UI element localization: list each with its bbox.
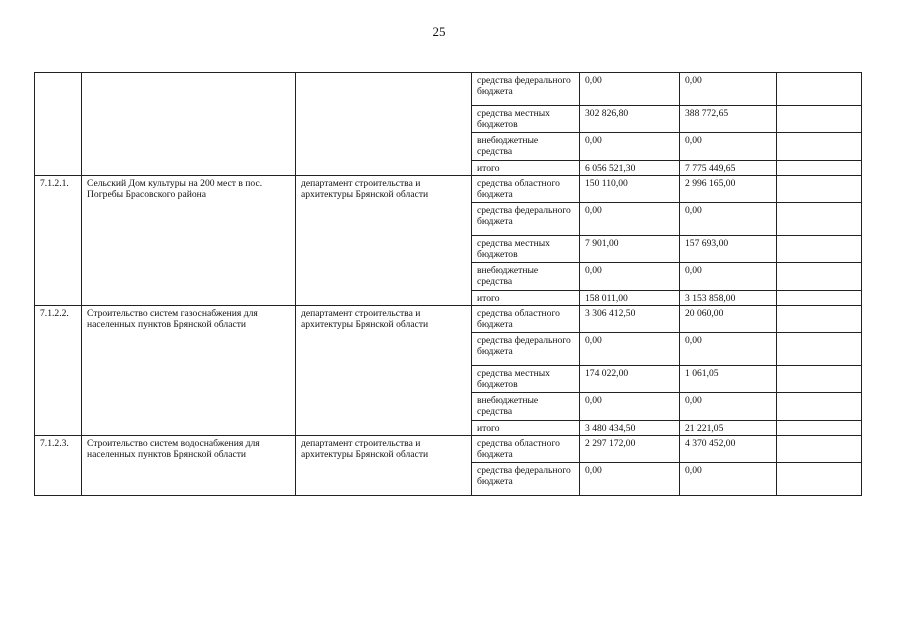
value-cell-1: 0,00 [580, 393, 680, 421]
item-code-cell [35, 73, 82, 176]
funding-source-cell: внебюджетные средства [472, 263, 580, 291]
item-code-cell: 7.1.2.1. [35, 176, 82, 306]
funding-source-cell: внебюджетные средства [472, 393, 580, 421]
value-cell-3 [777, 291, 862, 306]
item-name-cell: Сельский Дом культуры на 200 мест в пос. Погребы Брасовского района [82, 176, 296, 306]
value-cell-1: 0,00 [580, 203, 680, 236]
value-cell-2: 157 693,00 [680, 236, 777, 263]
value-cell-2: 4 370 452,00 [680, 436, 777, 463]
page-number: 25 [432, 24, 446, 39]
funding-source-cell: средства федерального бюджета [472, 333, 580, 366]
value-cell-3 [777, 203, 862, 236]
value-cell-3 [777, 421, 862, 436]
item-name-cell: Строительство систем водоснабжения для населенных пунктов Брянской области [82, 436, 296, 496]
value-cell-2: 7 775 449,65 [680, 161, 777, 176]
department-cell: департамент строительства и архитектуры Брянской области [296, 176, 472, 306]
funding-source-cell: итого [472, 421, 580, 436]
item-name-cell [82, 73, 296, 176]
funding-source-cell: итого [472, 161, 580, 176]
value-cell-3 [777, 161, 862, 176]
value-cell-2: 0,00 [680, 393, 777, 421]
item-name-cell: Строительство систем газоснабжения для населенных пунктов Брянской области [82, 306, 296, 436]
value-cell-1: 174 022,00 [580, 366, 680, 393]
funding-source-cell: средства местных бюджетов [472, 106, 580, 133]
value-cell-2: 20 060,00 [680, 306, 777, 333]
value-cell-1: 158 011,00 [580, 291, 680, 306]
value-cell-2: 0,00 [680, 133, 777, 161]
value-cell-2: 3 153 858,00 [680, 291, 777, 306]
value-cell-2: 0,00 [680, 463, 777, 496]
value-cell-3 [777, 106, 862, 133]
value-cell-2: 21 221,05 [680, 421, 777, 436]
value-cell-3 [777, 236, 862, 263]
value-cell-1: 3 306 412,50 [580, 306, 680, 333]
funding-source-cell: средства местных бюджетов [472, 366, 580, 393]
value-cell-3 [777, 463, 862, 496]
value-cell-3 [777, 333, 862, 366]
department-cell [296, 73, 472, 176]
value-cell-2: 2 996 165,00 [680, 176, 777, 203]
value-cell-3 [777, 263, 862, 291]
item-code-cell: 7.1.2.3. [35, 436, 82, 496]
budget-table-body [35, 73, 862, 496]
department-cell: департамент строительства и архитектуры Брянской области [296, 306, 472, 436]
funding-source-cell: итого [472, 291, 580, 306]
funding-source-cell: средства областного бюджета [472, 306, 580, 333]
value-cell-1: 302 826,80 [580, 106, 680, 133]
value-cell-3 [777, 306, 862, 333]
item-code-cell: 7.1.2.2. [35, 306, 82, 436]
value-cell-2: 0,00 [680, 263, 777, 291]
value-cell-2: 0,00 [680, 73, 777, 106]
value-cell-1: 0,00 [580, 333, 680, 366]
value-cell-3 [777, 436, 862, 463]
value-cell-1: 2 297 172,00 [580, 436, 680, 463]
value-cell-3 [777, 176, 862, 203]
value-cell-2: 0,00 [680, 333, 777, 366]
value-cell-1: 0,00 [580, 133, 680, 161]
table-row [35, 436, 862, 463]
value-cell-1: 3 480 434,50 [580, 421, 680, 436]
value-cell-2: 1 061,05 [680, 366, 777, 393]
funding-source-cell: средства федерального бюджета [472, 73, 580, 106]
funding-source-cell: средства федерального бюджета [472, 463, 580, 496]
budget-table [34, 72, 862, 496]
table-row [35, 306, 862, 333]
value-cell-2: 0,00 [680, 203, 777, 236]
department-cell: департамент строительства и архитектуры Брянской области [296, 436, 472, 496]
funding-source-cell: средства областного бюджета [472, 176, 580, 203]
value-cell-1: 7 901,00 [580, 236, 680, 263]
value-cell-1: 6 056 521,30 [580, 161, 680, 176]
funding-source-cell: средства местных бюджетов [472, 236, 580, 263]
value-cell-1: 150 110,00 [580, 176, 680, 203]
funding-source-cell: средства областного бюджета [472, 436, 580, 463]
value-cell-3 [777, 133, 862, 161]
value-cell-1: 0,00 [580, 263, 680, 291]
table-row [35, 176, 862, 203]
value-cell-3 [777, 73, 862, 106]
funding-source-cell: внебюджетные средства [472, 133, 580, 161]
table-row [35, 73, 862, 106]
value-cell-1: 0,00 [580, 73, 680, 106]
value-cell-1: 0,00 [580, 463, 680, 496]
value-cell-3 [777, 366, 862, 393]
value-cell-2: 388 772,65 [680, 106, 777, 133]
value-cell-3 [777, 393, 862, 421]
funding-source-cell: средства федерального бюджета [472, 203, 580, 236]
